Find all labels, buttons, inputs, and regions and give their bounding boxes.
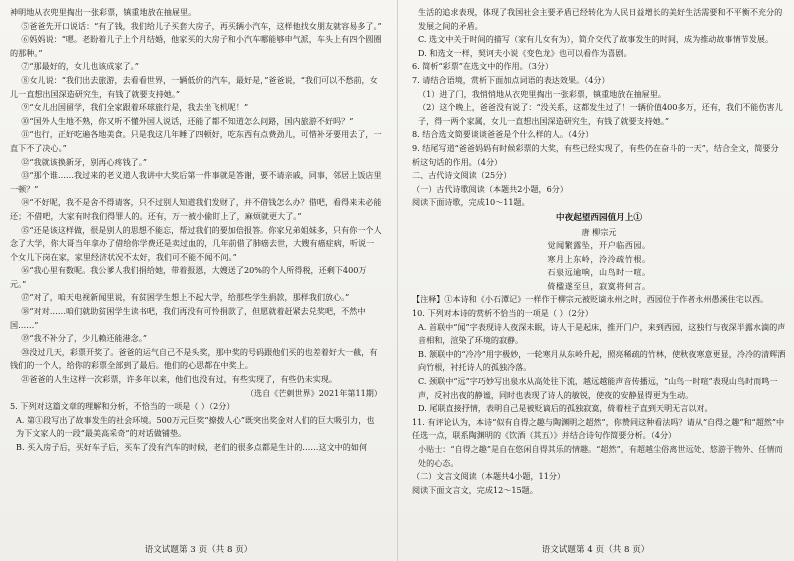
section-heading: 二、古代诗文阅读（25分）: [412, 170, 512, 181]
story-paragraph: ⑳没过几天，彩票开奖了。爸爸的运气自己不是头奖，那中奖的号码跟他们买的也差着好大一截，有钱们的一个人，给你的彩票全部到了最后。他们的心思都在中奖上。: [10, 346, 378, 371]
question-5-option-b-cont: 生活的追求表现，体现了我国社会主要矛盾已经转化为人民日益增长的美好生活需要和不平衡不充分的发展之间的矛盾。: [418, 7, 783, 31]
poem-title: 中夜起望西园值月上①: [556, 212, 642, 223]
question-5: 5. 下列对这篇文章的理解和分析，不恰当的一项是（ ）（2分）: [10, 401, 235, 412]
question-7-part-2: （2）这个晚上，爸爸没有说了：“没关系，这都发生过了！一辆价值400多万，还有，我们不能伤害儿子，得一两个家属，女儿一直想出国深造研究生，有钱了就要支持她。”: [418, 102, 783, 126]
question-10-option-d: D. 尾联直接抒情，表明自己是被贬谪后的孤独寂寞，倚着柱子直到天明无言以对。: [418, 403, 713, 414]
story-paragraph: ⑪“也行，正好吃遍各地美食。只是我这几年睡了四顿好，吃东西有点费劲儿，可惜补牙要用去了，一直下不了决心。”: [10, 129, 382, 153]
question-10: 10. 下列对本诗的赏析不恰当的一项是（ ）（2分）: [412, 308, 593, 319]
question-10-option-a: A. 首联中“闻”字表现诗人夜深未眠，诗人于是起床，推开门户，来到西园，这独行与夜深半露水滴的声音相和，渲染了环境的寂静。: [418, 321, 786, 346]
story-paragraph: ⑩“国外人生地不熟，你又听不懂外国人说话，还能了都不知道怎么问路，国内旅游不好吗？”: [21, 115, 354, 126]
story-paragraph: ⑧女儿说：“我们出去旅游，去看看世界，一辆低价的汽车，最好是，”爸爸说，“我们可以不愁前，女儿一直想出国深造研究生，有钱了就要支持她。”: [10, 74, 378, 99]
story-paragraph: 神明地从衣兜里掏出一张彩票，镇重地放在抽屉里。: [10, 7, 197, 17]
story-paragraph: ⑨“女儿出国留学，我们全家跟着环球旅行是，我去坐飞机呢！”: [21, 102, 249, 113]
poem-author: 唐 柳宗元: [581, 226, 617, 237]
story-paragraph: ⑮“还是该这样做，很是别人的思想不能忘，帮过我们的要加倍报答。你家兄弟姐妹多，只有你一个人念了大学，你大哥当年拿办了借给你学费还是卖过血的，几年前借了肺癌去世，大嫂有癌症病，听说一个女儿下岗在家，家里经济状况不太好，我们可不能不闻不问。”: [10, 224, 382, 262]
story-paragraph: ⑯“我心里有数呢。我公爹人我们捐给她，带着报恩，大嫂送了20%的个人所得税，还剩下400万元。”: [10, 265, 367, 289]
source-citation: （选自《芒刺世界》2021年第11期）: [245, 387, 382, 398]
subsection-heading: （二）文言文阅读（本题共4小题，11分）: [412, 471, 566, 482]
question-8: 8. 结合选文简要谈谈爸爸是个什么样的人。（4分）: [412, 129, 594, 140]
poem-line: 石泉远逾响，山鸟时一喧。: [547, 267, 651, 278]
story-paragraph: ⑫“我就该换新牙，别再心疼钱了。”: [21, 156, 147, 167]
poem-line: 倚楹遂至旦，寂寞将何言。: [547, 280, 651, 291]
question-7-part-1: （1）进了门，我悄悄地从衣兜里掏出一张彩票，镇重地放在抽屉里。: [418, 88, 666, 99]
subsection-heading: （一）古代诗歌阅读（本题共2小题，6分）: [412, 183, 568, 194]
question-6: 6. 简析“彩票”在选文中的作用。（3分）: [412, 61, 554, 72]
poem-line: 寒月上东岭，泠泠疏竹根。: [547, 253, 651, 264]
question-5-option-b: B. 买入房子后，买好车子后，买车了没有汽车的时候，老们的很多点都是生计的……这文中的如何: [16, 442, 368, 452]
page-footer-right: 语文试题第 4 页（共 8 页）: [541, 545, 650, 555]
story-paragraph: ⑦“那最好的，女儿也该成家了。”: [21, 61, 139, 72]
story-paragraph: ⑭“不好呢，我不是舍不得请客，只不过别人知道我们发财了，并不借钱怎么办？借吧，看得来未必能还；不借吧，大家有时我们得罪人的。还有，万一被小偷盯上了，麻烦就更大了。”: [10, 197, 382, 221]
page-divider: [397, 0, 398, 561]
question-11: 11. 有评论认为，本诗“似有自得之趣与陶渊明之超然”，你赞同这种看法吗？请从“自得之趣”和“超然”中任选一点，联系陶渊明的《饮酒（其五）》并结合诗句作简要分析。（4分）: [412, 416, 785, 441]
story-paragraph: ㉑爸爸的人生这样一次彩票，许多年以来，他们也没有过，有些实现了，有些仍未实现。: [21, 374, 337, 385]
story-paragraph: ⑥妈妈说：“嗯。老盼着儿子上个月结婚，他家买的大房子和小汽车哪能够申气派，车头上有四个圆圈的那种。”: [10, 34, 382, 58]
poem-line: 觉闻繁露坠，开户临西园。: [547, 240, 651, 251]
story-paragraph: ⑬“那个谁……我过来的老义道人我讲中大奖后第一件事就是答谢，要不请亲戚，同事，邻居上饭店里一顿？”: [10, 170, 382, 194]
reading-instruction: 阅读下面文言文，完成12～15题。: [412, 484, 538, 495]
question-5-option-a: A. 第①段写出了故事发生的社会环境。500万元巨奖“撩拨人心”既突出奖金对人们的巨大吸引力，也为下文家人的一段“最美高采奇”的对话做铺垫。: [16, 414, 375, 439]
poem-note: 【注释】①本诗和《小石潭记》一样作于柳宗元被贬谪永州之时，西园位于作者永州愚溪住宅以西。: [412, 294, 769, 305]
question-7: 7. 请结合语境，赏析下面加点词语的表达效果。（4分）: [412, 74, 610, 85]
question-5-option-c: C. 选文中关于时间的描写（家有儿女有为），简介交代了故事发生的时间，成为推动故事情节发展。: [418, 34, 774, 45]
reading-instruction: 阅读下面诗歌，完成10～11题。: [412, 197, 530, 208]
question-10-option-c: C. 颈联中“远”字巧妙写出泉水从高处往下流，越远越能声音传播远，“山鸟一时喧”表现山鸟时而鸣一声，反衬出夜的静谧，同时也表现了诗人的敏锐，使夜的安静显得更为生动。: [418, 376, 778, 400]
story-paragraph: ⑱“对对……咱们就助贫困学生读书吧，我们再没有可怜捐款了，但愿就着赶紧去兑奖吧，不然中国……”: [10, 306, 366, 330]
story-paragraph: ⑰“对了，咱天电视新闻里说，有贫困学生想上不起大学，给那些学生捐款，那样我们放心。”: [21, 292, 350, 303]
question-10-option-b: B. 颔联中的“冷冷”用字极妙，一轮寒月从东岭升起，照亮稀疏的竹林，使秋夜寒意更显，冷冷的清辉洒向竹根，衬托诗人的孤独冷落。: [418, 348, 786, 373]
story-paragraph: ⑤爸爸先开口说话：“有了钱，我们给儿子买套大房子，再买辆小汽车，这样他找女朋友就容易多了。”: [21, 20, 382, 31]
left-page-column: [10, 6, 382, 540]
right-page-column: [412, 6, 786, 540]
question-9: 9. 结尾写道“爸爸妈妈有时候彩票的大奖，有些已经实现了，有些仍在奋斗的一天”，结合全文，简要分析这句话的作用。（4分）: [412, 142, 779, 167]
question-11-tip: 小贴士：“自得之趣”是自在悠闲自得其乐的情趣。“超然”，有超越尘俗离世远处、悠游于物外、任情而处的心态。: [418, 444, 783, 468]
page-footer-left: 语文试题第 3 页（共 8 页）: [144, 545, 253, 555]
story-paragraph: ⑲“我不补分了，少儿赖还能港念。”: [21, 333, 147, 344]
question-5-option-d: D. 和选文一样，契诃夫小说《变色龙》也可以看作为喜剧。: [418, 47, 632, 58]
